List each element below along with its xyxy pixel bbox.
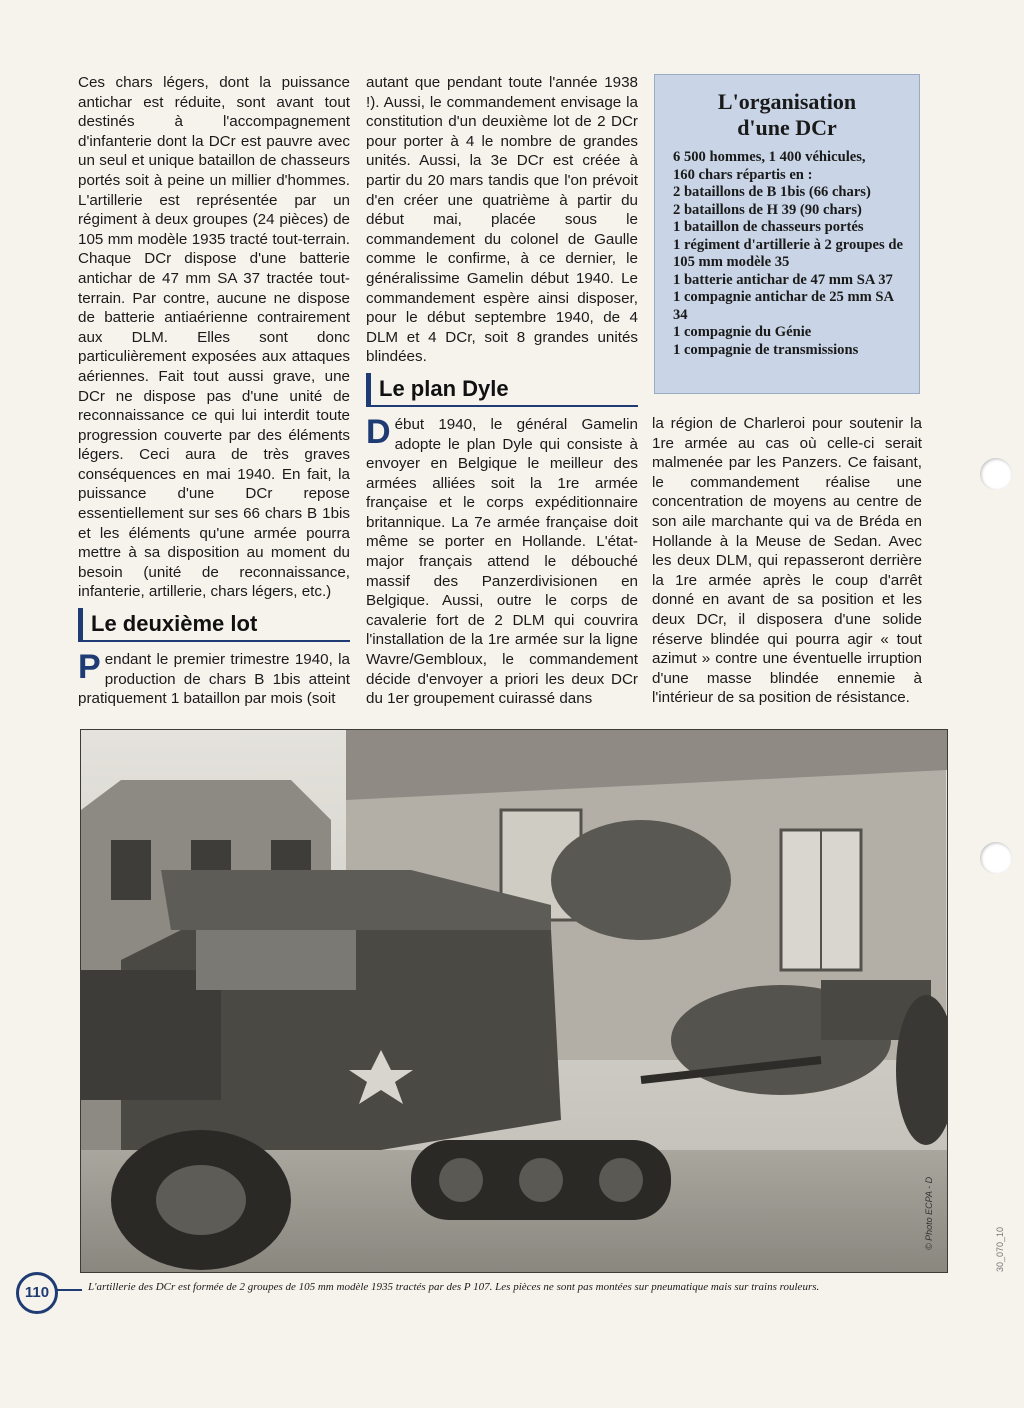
col1-paragraph-1: Ces chars légers, dont la puissance antichar est réduite, sont avant tout destinés à l'accompagnement d'infanterie dont la DCr est pauvre avec un seul et unique bataillon de chasseurs portés soit à peine un millier d'hommes. L'artillerie est représentée par un régiment à deux groupes (24 pièces) de 105 mm modèle 1935 tracté tout-terrain. Chaque DCr dispose d'une batterie antichar de 47 mm SA 37 tractée tout-terrain. Par contre, aucune ne dispose de batterie antiaérienne contrairement aux DLM. Elles sont donc particulièrement exposées aux attaques aériennes. Fait tout aussi grave, une DCr ne dispose pas d'une unité de reconnaissance ce qui lui interdit toute progression couverte par des éléments légers. Ceci aura de très graves conséquences en mai 1940. En fait, la puissance d'une DCr repose essentiellement sur ses 66 chars B 1bis et les éléments qu'une armée pourra mettre à sa disposition au moment du besoin (unité de reconnaissance, infanterie, artillerie, chars légers, etc.): [78, 74, 350, 601]
punch-hole: [980, 458, 1012, 490]
photo-credit: © Photo ECPA - D: [924, 1176, 934, 1250]
wheel-hub: [156, 1165, 246, 1235]
punch-hole: [980, 842, 1012, 874]
sidebar-line: 1 compagnie antichar de 25 mm SA 34: [673, 289, 894, 323]
sidebar-line: 6 500 hommes, 1 400 véhicules,: [673, 149, 866, 165]
sidebar-line: 1 bataillon de chasseurs portés: [673, 219, 864, 235]
sidebar-title-line-2: d'une DCr: [737, 115, 837, 140]
heading-plan-dyle: Le plan Dyle: [366, 373, 638, 407]
photo-artillery-tractor: [80, 729, 948, 1273]
col2-paragraph-1: autant que pendant toute l'année 1938 !). Aussi, le commandement envisage la constitution d'un deuxième lot de 2 DCr pour porter à 4 le nombre de grandes unités. Aussi, la 3e DCr est créée à partir du 20 mars tandis que l'on prévoit d'en créer une quatrième à partir du début mai, placée sous le commandement du colonel de Gaulle comme le confirme, à ce dernier, le généralissime Gamelin début 1940. Le commandement espère ainsi disposer, pour le début septembre 1940, de 4 DLM et 4 DCr, soit 8 grandes unités blindées.: [366, 74, 638, 366]
sidebar-line: 160 chars répartis en :: [673, 166, 813, 183]
dropcap: D: [366, 412, 391, 451]
sidebar-line: 1 régiment d'artillerie à 2 groupes de 105 mm modèle 35: [673, 236, 903, 270]
sidebar-title: [655, 89, 919, 141]
side-code: 30_070_10: [995, 1226, 1005, 1272]
house-window: [111, 840, 151, 900]
col1-paragraph-2-text: endant le premier trimestre 1940, la production de chars B 1bis atteint pratiquement 1 bataillon par mois (soit: [78, 651, 350, 708]
page-number: 110: [16, 1272, 58, 1314]
photo-illustration: [81, 730, 947, 1272]
camouflage-foliage: [551, 820, 731, 940]
col2-paragraph-2-text: ébut 1940, le général Gamelin adopte le plan Dyle qui consiste à envoyer en Belgique le meilleur des armées alliées soit la 1re armée française et le corps expéditionnaire britannique. La 7e armée française doit même se porter en Hollande. L'état-major français attend le débouché massif des Panzerdivisionen en Belgique. Aussi, outre le corps de cavalerie fort de 2 DLM qui couvrira l'installation de la 1re armée sur la ligne Wavre/Gembloux, le commandement décide d'envoyer a priori les deux DCr du 1er groupement cuirassé dans: [366, 415, 638, 708]
track-roller: [439, 1158, 483, 1202]
sidebar-line: 1 batterie antichar de 47 mm SA 37: [673, 271, 893, 288]
sidebar-title-line-1: L'organisation: [717, 89, 857, 114]
track-roller: [519, 1158, 563, 1202]
heading-deuxieme-lot: Le deuxième lot: [78, 608, 350, 642]
sidebar-line: 2 bataillons de B 1bis (66 chars): [673, 184, 871, 200]
dropcap: P: [78, 648, 101, 687]
photo-caption: L'artillerie des DCr est formée de 2 groupes de 105 mm modèle 1935 tractés par des P 107. Les pièces ne sont pas montées sur pneumatique mais sur trains rouleurs.: [88, 1281, 820, 1293]
sidebar-line: 1 compagnie du Génie: [673, 324, 812, 340]
sidebar-list: [655, 149, 919, 359]
page-number-rule: [56, 1289, 82, 1291]
sidebar-line: 1 compagnie de transmissions: [673, 341, 859, 358]
column-1: [78, 73, 350, 709]
column-2: [366, 73, 638, 709]
tractor-windshield: [196, 930, 356, 990]
col1-paragraph-2: [78, 650, 350, 709]
col3-paragraph-1: la région de Charleroi pour soutenir la 1re armée au cas où celle-ci serait malmenée par les Panzers. Ce faisant, le commandement réalise une concentration de moyens au centre de son aile marchante qui va de Bréda en Hollande à la Meuse de Sedan. Avec les deux DLM, qui repasseront derrière la 1re armée après le coup d'arrêt donné en avant de sa position et les deux DCr, il disposera d'une solide réserve blindée qui pourra agir « tout azimut » contre une éventuelle irruption d'une masse blindée ennemie à l'intérieur de sa position de résistance.: [652, 415, 922, 707]
col2-paragraph-2: [366, 412, 638, 709]
column-3: [652, 414, 922, 708]
sidebar-organisation-dcr: [654, 74, 920, 394]
sidebar-line: 2 bataillons de H 39 (90 chars): [673, 201, 862, 218]
track-roller: [599, 1158, 643, 1202]
